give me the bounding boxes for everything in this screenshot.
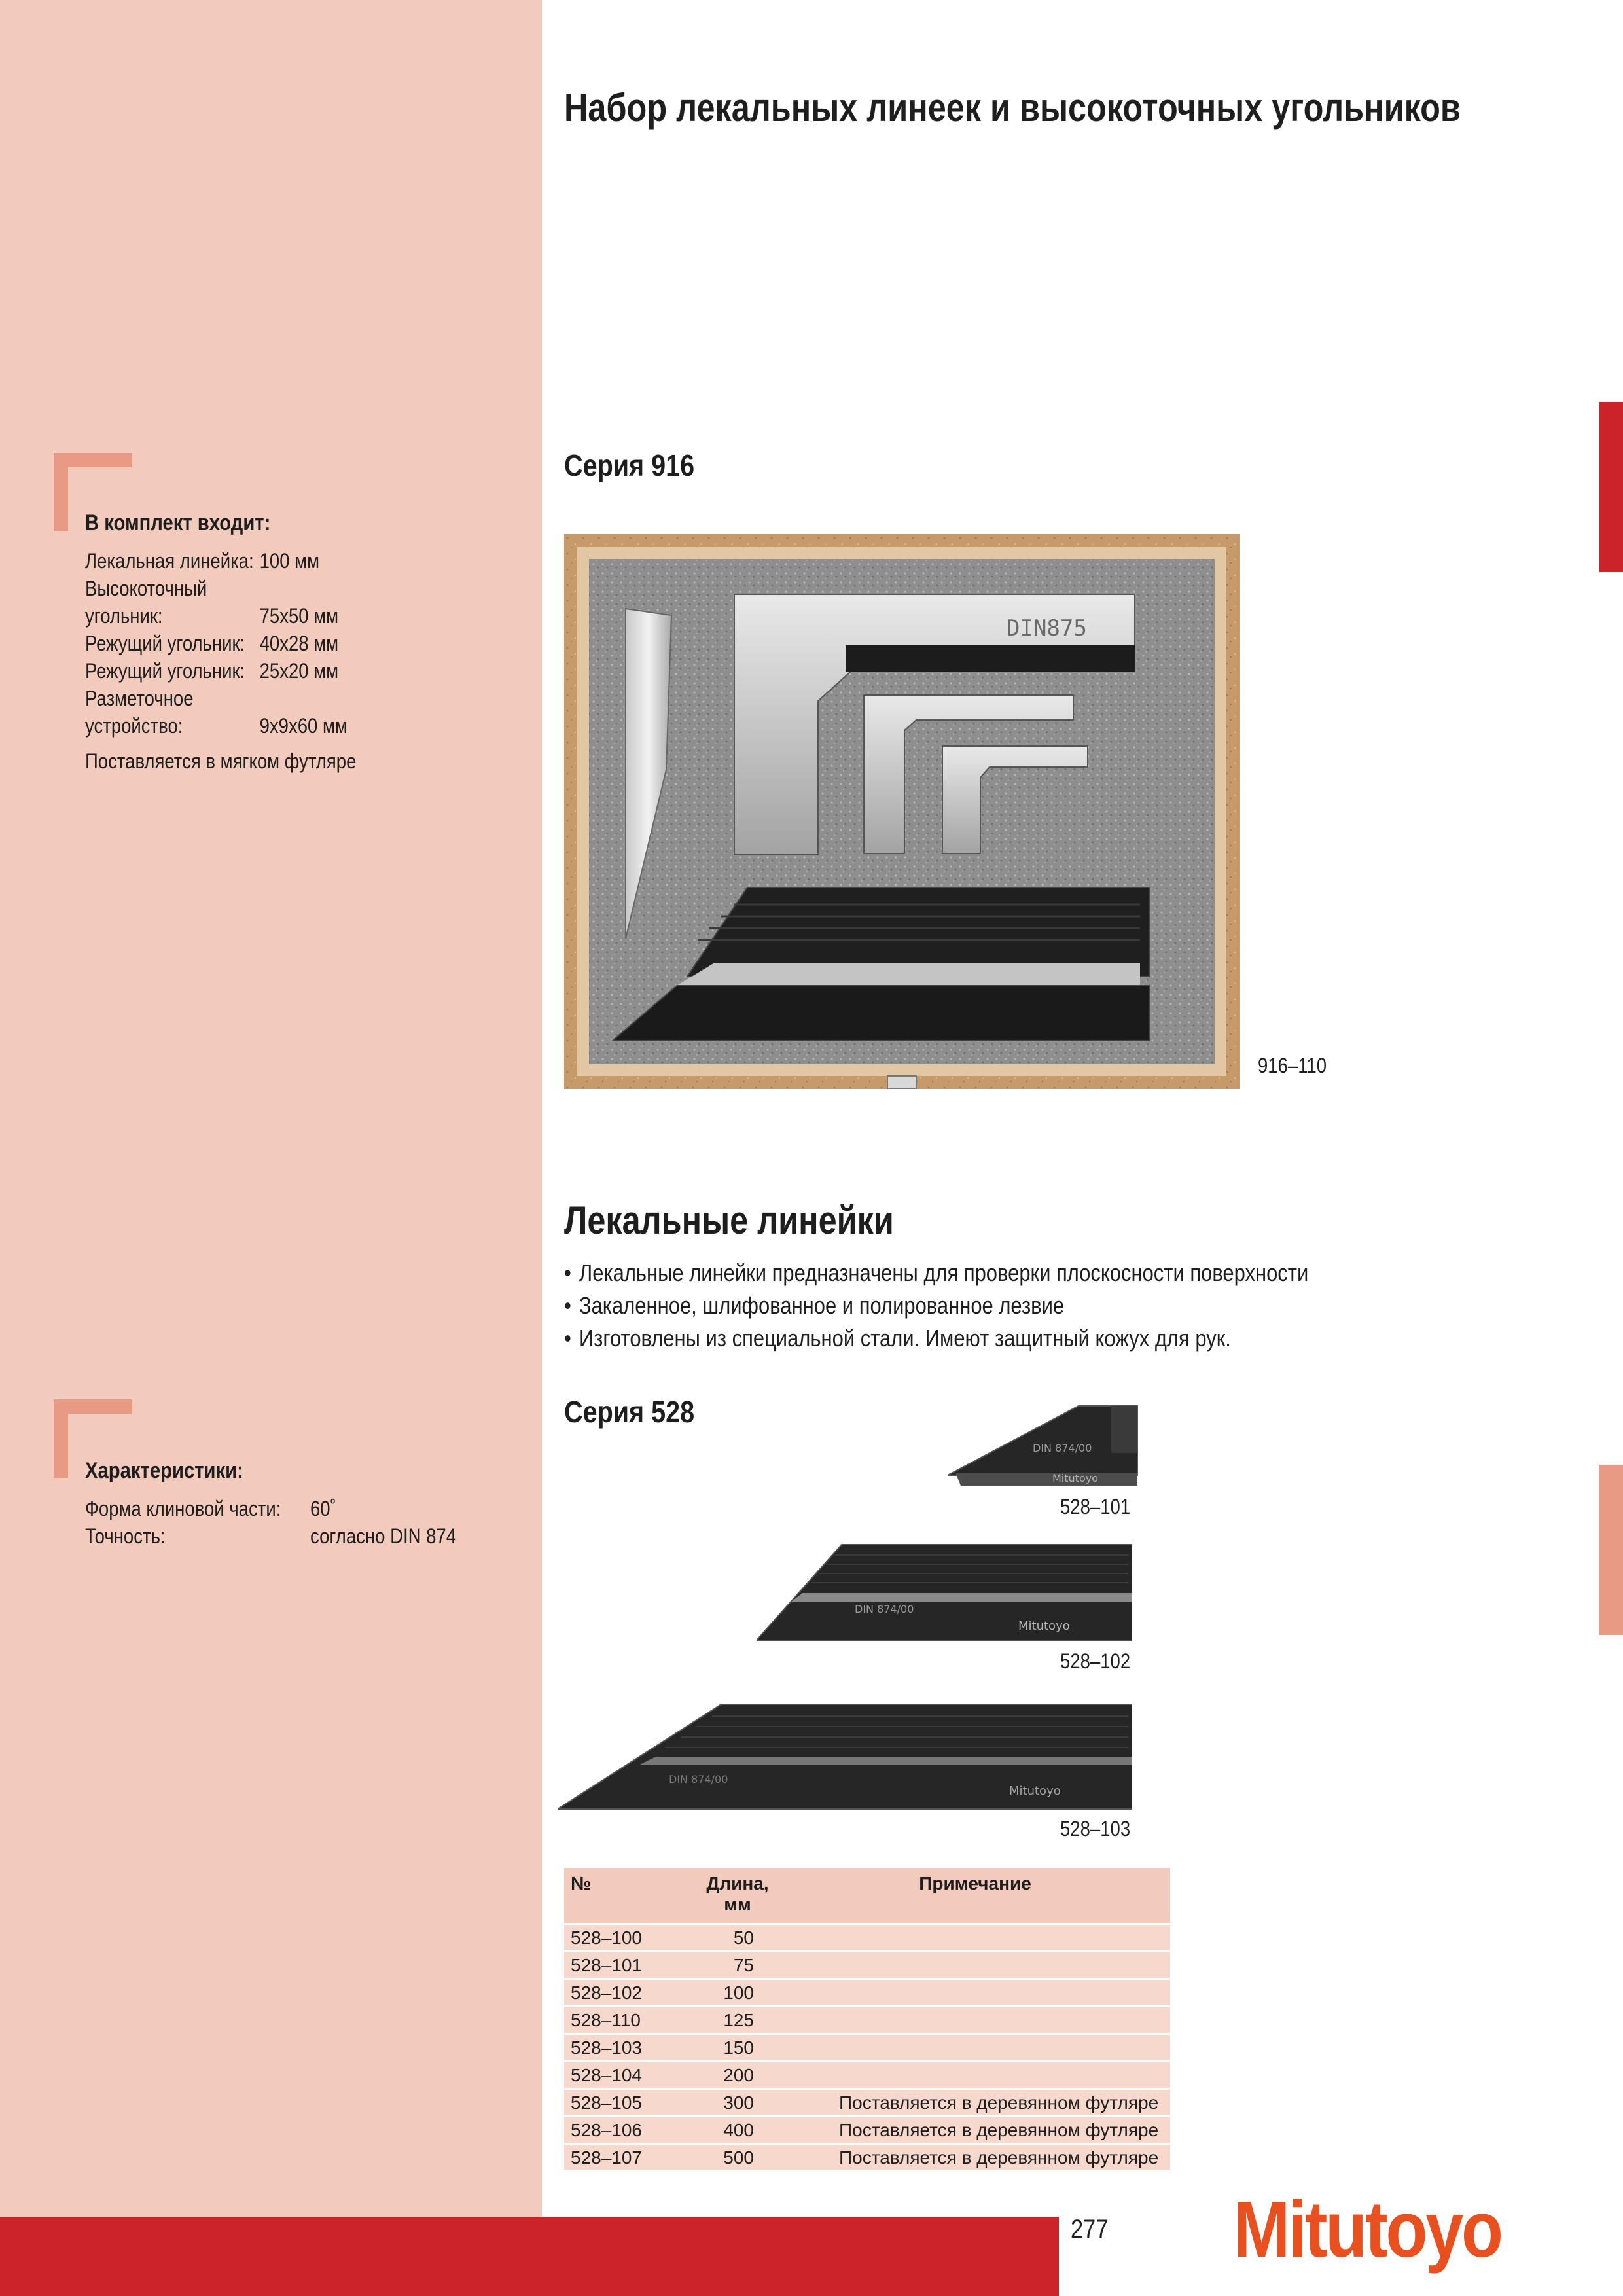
table-row bbox=[564, 1924, 1170, 1952]
features-row: Форма клиновой части: 60˚ bbox=[85, 1497, 336, 1520]
bullet-item: • Закаленное, шлифованное и полированное лезвие bbox=[564, 1292, 1065, 1319]
cell-no: 528–102 bbox=[564, 1979, 695, 2007]
section-tab-active bbox=[1599, 402, 1623, 572]
includes-row: Разметочное bbox=[85, 687, 194, 710]
rulers-heading: Лекальные линейки bbox=[564, 1198, 894, 1242]
includes-title: В комплект входит: bbox=[85, 511, 271, 535]
long-ruler-shape bbox=[613, 986, 1149, 1041]
bullet-item: • Лекальные линейки предназначены для проверки плоскосности поверхности bbox=[564, 1259, 1309, 1286]
includes-row: Режущий угольник: 25x20 мм bbox=[85, 659, 339, 683]
cell-note bbox=[780, 2034, 1170, 2062]
cell-length: 400 bbox=[695, 2117, 780, 2144]
spec-table bbox=[564, 1868, 1170, 2172]
cell-no: 528–105 bbox=[564, 2089, 695, 2117]
page-number: 277 bbox=[1071, 2215, 1109, 2244]
features-list bbox=[85, 1495, 457, 1550]
table-row bbox=[564, 1979, 1170, 2007]
includes-row: Лекальная линейка: 100 мм bbox=[85, 549, 320, 573]
includes-list bbox=[85, 547, 378, 740]
includes-row: угольник: 75x50 мм bbox=[85, 604, 339, 628]
cell-length: 100 bbox=[695, 1979, 780, 2007]
cell-length: 125 bbox=[695, 2007, 780, 2034]
table-row bbox=[564, 2144, 1170, 2172]
ruler-din-mark: DIN 874/00 bbox=[1033, 1442, 1092, 1454]
cell-note: Поставляется в деревянном футляре bbox=[780, 2144, 1170, 2172]
bullet-item: • Изготовлены из специальной стали. Имеют защитный кожух для рук. bbox=[564, 1325, 1231, 1352]
ruler-528-103-code: 528–103 bbox=[1060, 1817, 1131, 1840]
table-row bbox=[564, 1952, 1170, 1979]
includes-row: Режущий угольник: 40x28 мм bbox=[85, 632, 339, 655]
set-916-code: 916–110 bbox=[1258, 1054, 1327, 1077]
spec-table-wrap bbox=[564, 1868, 1170, 2172]
series-528-label: Серия 528 bbox=[564, 1395, 695, 1429]
table-row bbox=[564, 2007, 1170, 2034]
cell-no: 528–110 bbox=[564, 2007, 695, 2034]
table-header-row bbox=[564, 1868, 1170, 1924]
marking-device-blade bbox=[677, 963, 1140, 986]
cell-note bbox=[780, 1979, 1170, 2007]
features-title: Характеристики: bbox=[85, 1458, 243, 1483]
cell-note: Поставляется в деревянном футляре bbox=[780, 2117, 1170, 2144]
rulers-bullets bbox=[564, 1257, 1308, 1355]
ruler-528-103-photo bbox=[558, 1702, 1132, 1814]
footer-bar bbox=[0, 2217, 1059, 2296]
cell-note bbox=[780, 2062, 1170, 2089]
includes-row: устройство: 9x9x60 мм bbox=[85, 714, 348, 738]
square-din-mark: DIN875 bbox=[1007, 615, 1087, 641]
table-row bbox=[564, 2117, 1170, 2144]
ruler-brand-mark: Mitutoyo bbox=[1018, 1619, 1070, 1633]
brand-logo: Mitutoyo bbox=[1233, 2185, 1501, 2274]
cell-length: 50 bbox=[695, 1924, 780, 1952]
cell-length: 500 bbox=[695, 2144, 780, 2172]
cell-no: 528–104 bbox=[564, 2062, 695, 2089]
ruler-din-mark: DIN 874/00 bbox=[855, 1603, 914, 1615]
case-note: Поставляется в мягком футляре bbox=[85, 749, 357, 773]
cell-length: 150 bbox=[695, 2034, 780, 2062]
table-row bbox=[564, 2089, 1170, 2117]
page-title: Набор лекальных линеек и высокоточных угольников bbox=[564, 86, 1461, 130]
case-latch-icon bbox=[887, 1076, 916, 1089]
square-dark-edge bbox=[846, 645, 1135, 672]
ruler-din-mark: DIN 874/00 bbox=[669, 1773, 728, 1785]
cell-note bbox=[780, 1952, 1170, 1979]
cell-no: 528–106 bbox=[564, 2117, 695, 2144]
col-header-note: Примечание bbox=[780, 1868, 1170, 1924]
section-tab bbox=[1599, 1465, 1623, 1635]
ruler-brand-mark: Mitutoyo bbox=[1052, 1472, 1098, 1484]
cell-length: 75 bbox=[695, 1952, 780, 1979]
cell-note bbox=[780, 1924, 1170, 1952]
cell-no: 528–103 bbox=[564, 2034, 695, 2062]
ruler-528-102-photo bbox=[757, 1542, 1132, 1647]
series-916-label: Серия 916 bbox=[564, 448, 695, 482]
col-header-no: № bbox=[564, 1868, 695, 1924]
cell-no: 528–101 bbox=[564, 1952, 695, 1979]
features-row: Точность: согласно DIN 874 bbox=[85, 1524, 457, 1548]
cell-length: 300 bbox=[695, 2089, 780, 2117]
ruler-brand-mark: Mitutoyo bbox=[1009, 1784, 1061, 1798]
ruler-528-101-photo bbox=[948, 1399, 1139, 1495]
col-header-length: Длина, мм bbox=[695, 1868, 780, 1924]
ruler-528-101-code: 528–101 bbox=[1060, 1495, 1131, 1518]
table-row bbox=[564, 2062, 1170, 2089]
cell-no: 528–100 bbox=[564, 1924, 695, 1952]
includes-row: Высокоточный bbox=[85, 577, 207, 600]
cell-length: 200 bbox=[695, 2062, 780, 2089]
set-916-photo bbox=[564, 534, 1240, 1089]
ruler-528-102-code: 528–102 bbox=[1060, 1649, 1131, 1673]
cell-no: 528–107 bbox=[564, 2144, 695, 2172]
cell-note: Поставляется в деревянном футляре bbox=[780, 2089, 1170, 2117]
marking-device-shape bbox=[687, 888, 1149, 977]
left-sidebar bbox=[0, 0, 542, 2296]
cell-note bbox=[780, 2007, 1170, 2034]
table-row bbox=[564, 2034, 1170, 2062]
